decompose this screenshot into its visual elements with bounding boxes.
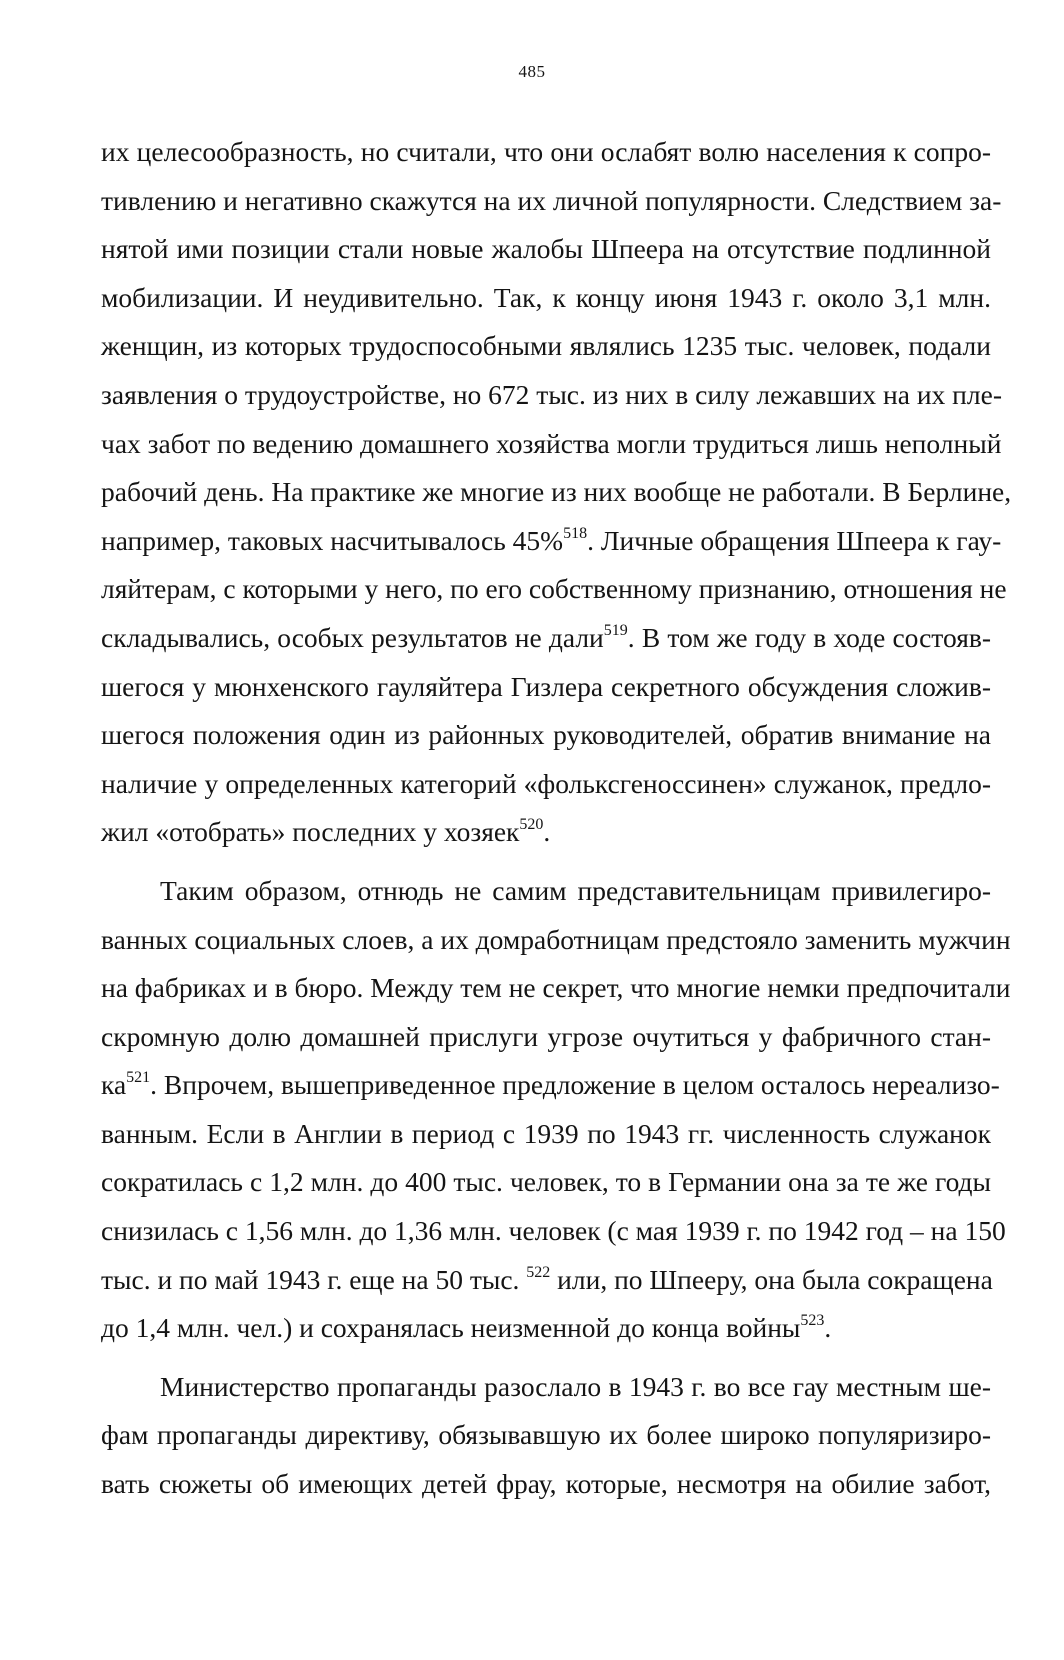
text-line [101, 517, 1002, 566]
text-line [101, 322, 991, 371]
footnote-ref: 520 [519, 816, 544, 834]
text-run: чах забот по ведению домашнего хозяйства могли трудиться лишь неполный [101, 427, 1002, 459]
text-run: их целесообразность, но считали, что они ослабят волю населения к сопро- [101, 136, 991, 167]
text-line [101, 177, 1002, 226]
text-line [101, 468, 1012, 517]
text-run: . В том же году в ходе состояв- [627, 621, 991, 653]
text-line [101, 1460, 991, 1509]
text-line [101, 760, 991, 809]
text-run: например, таковых насчитывалось 45% [101, 524, 564, 556]
text-line [101, 808, 991, 857]
text-line [101, 1061, 1000, 1110]
footnote-ref: 519 [603, 621, 628, 639]
text-line [101, 1304, 991, 1353]
text-run: Таким образом, отнюдь не самим представительницам привилегиро- [160, 874, 991, 906]
page-number: 485 [518, 62, 546, 81]
text-line [101, 1013, 991, 1062]
text-line [101, 1110, 991, 1159]
text-run: . Впрочем, вышеприведенное предложение в целом осталось нереализо- [150, 1069, 1000, 1101]
text-run: шегося у мюнхенского гауляйтера Гизлера секретного обсуждения сложив- [101, 670, 991, 702]
text-run: нятой ими позиции стали новые жалобы Шпеера на отсутствие подлинной [101, 233, 991, 265]
text-line [101, 225, 991, 274]
text-line [101, 371, 1002, 420]
text-run: . Личные обращения Шпеера к гау- [587, 524, 1002, 556]
text-run: фам пропаганды директиву, обязывавшую их более широко популяризиро- [101, 1419, 991, 1451]
text-run: до 1,4 млн. чел.) и сохранялась неизменной до конца войны [101, 1312, 801, 1344]
text-run: ка [101, 1069, 127, 1101]
text-run: ванных социальных слоев, а их домработницам предстояло заменить мужчин [101, 923, 1011, 955]
text-run: ванным. Если в Англии в период с 1939 по 1943 гг. численность служанок [101, 1117, 991, 1149]
text-line [101, 1256, 991, 1305]
text-line [101, 128, 991, 177]
text-run: Министерство пропаганды разослало в 1943 г. во все гау местным ше- [160, 1370, 991, 1402]
text-run: ляйтерам, с которыми у него, по его собственному признанию, отношения не [101, 573, 1007, 605]
text-line [101, 711, 991, 760]
text-line [101, 1363, 991, 1412]
text-line [101, 1411, 991, 1460]
text-line [101, 274, 991, 323]
text-line [101, 614, 991, 663]
text-run: складывались, особых результатов не дали [101, 621, 604, 653]
text-run: . [824, 1312, 832, 1344]
text-run: тыс. и по май 1943 г. еще на 50 тыс. [101, 1263, 527, 1295]
text-run: шегося положения один из районных руководителей, обратив внимание на [101, 719, 991, 751]
text-run: наличие у определенных категорий «фольксгеноссинен» служанок, предло- [101, 767, 991, 799]
text-run: вать сюжеты об имеющих детей фрау, которые, несмотря на обилие забот, [101, 1468, 991, 1500]
text-line [101, 1158, 991, 1207]
text-run: сократилась с 1,2 млн. до 400 тыс. человек, то в Германии она за те же годы [101, 1166, 991, 1198]
text-run: скромную долю домашней прислуги угрозе очутиться у фабричного стан- [101, 1020, 991, 1052]
text-run: женщин, из которых трудоспособными являлись 1235 тыс. человек, подали [101, 330, 991, 362]
text-run: рабочий день. На практике же многие из них вообще не работали. В Берлине, [101, 476, 1012, 508]
text-run: тивлению и негативно скажутся на их личной популярности. Следствием за- [101, 184, 1002, 216]
text-line [101, 916, 1011, 965]
footnote-ref: 522 [526, 1263, 551, 1281]
text-run: или, по Шпееру, она была сокращена [550, 1263, 993, 1295]
text-line [101, 1207, 1006, 1256]
text-run: жил «отобрать» последних у хозяек [101, 816, 520, 848]
text-line [101, 867, 991, 916]
footnote-ref: 523 [800, 1312, 825, 1330]
text-line [101, 420, 1002, 469]
text-run: . [543, 816, 551, 848]
text-line [101, 663, 991, 712]
text-run: снизилась с 1,56 млн. до 1,36 млн. человек (с мая 1939 г. по 1942 год – на 150 [101, 1215, 1006, 1247]
text-line [101, 964, 1011, 1013]
text-line [101, 565, 1007, 614]
body-text [101, 128, 1012, 1509]
text-run: мобилизации. И неудивительно. Так, к концу июня 1943 г. около 3,1 млн. [101, 281, 991, 313]
text-run: на фабриках и в бюро. Между тем не секрет, что многие немки предпочитали [101, 972, 1011, 1004]
text-run: заявления о трудоустройстве, но 672 тыс. из них в силу лежавших на их пле- [101, 378, 1002, 410]
footnote-ref: 521 [126, 1069, 151, 1087]
footnote-ref: 518 [563, 524, 588, 542]
